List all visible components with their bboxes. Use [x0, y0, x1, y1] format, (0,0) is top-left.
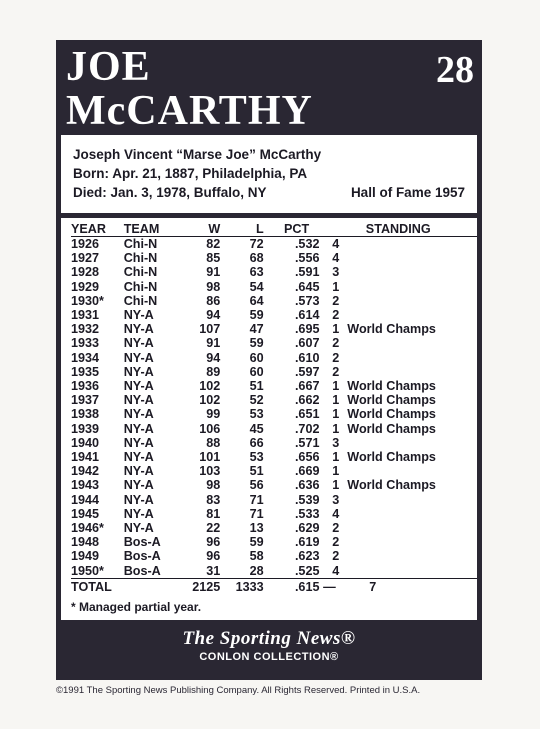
cell-team: NY-A: [123, 308, 154, 323]
cell-note: World Champs: [347, 421, 436, 436]
footnote: * Managed partial year.: [71, 600, 202, 614]
cell-standing: 3: [332, 265, 340, 280]
cell-note: World Champs: [347, 393, 436, 408]
cell-year: 1926: [71, 237, 100, 251]
cell-team: NY-A: [123, 322, 154, 337]
header-pct: PCT: [264, 221, 320, 237]
cell-year: 1945: [71, 506, 100, 521]
cell-pct: .623: [294, 549, 320, 564]
cell-note: [339, 308, 477, 322]
cell-note: [339, 549, 477, 563]
cell-pct: .636: [294, 478, 320, 493]
cell-year: 1937: [71, 393, 100, 408]
cell-losses: 59: [249, 308, 264, 323]
cell-year: 1948: [71, 535, 100, 550]
table-row: [71, 322, 477, 336]
table-row: [71, 450, 477, 464]
cell-wins: 96: [206, 549, 221, 564]
cell-year: 1940: [71, 435, 100, 450]
player-first-name: JOE: [66, 44, 151, 90]
cell-wins: 101: [199, 450, 221, 465]
cell-wins: 82: [206, 237, 221, 251]
cell-standing: 3: [332, 492, 340, 507]
table-row: [71, 436, 477, 450]
table-row: [71, 422, 477, 436]
card-number: 28: [436, 49, 474, 91]
header-team: TEAM: [124, 221, 180, 237]
cell-wins: 86: [206, 293, 221, 308]
table-row: [71, 336, 477, 350]
header-wins: W: [180, 221, 220, 237]
cell-pct: .702: [294, 421, 320, 436]
cell-standing: 1: [332, 478, 340, 493]
cell-year: 1934: [71, 350, 100, 365]
stats-panel: [61, 218, 477, 620]
table-row: [71, 265, 477, 279]
table-row: [71, 294, 477, 308]
cell-wins: 83: [206, 492, 221, 507]
cell-year: 1930*: [71, 293, 104, 308]
table-row: [71, 308, 477, 322]
cell-losses: 13: [249, 521, 264, 536]
table-row: [71, 280, 477, 294]
cell-team: Chi-N: [123, 265, 158, 280]
table-row: [71, 365, 477, 379]
cell-year: 1927: [71, 251, 100, 266]
cell-note: [339, 436, 477, 450]
cell-pct: .591: [294, 265, 320, 280]
cell-losses: 45: [249, 421, 264, 436]
cell-standing: 4: [332, 563, 340, 578]
cell-standing: 1: [332, 421, 340, 436]
cell-team: Chi-N: [123, 279, 158, 294]
cell-team: Bos-A: [123, 535, 161, 550]
stats-body: [71, 237, 477, 595]
cell-note: [339, 351, 477, 365]
cell-pct: .610: [294, 350, 320, 365]
cell-year: 1941: [71, 450, 100, 465]
table-row: [71, 535, 477, 549]
cell-team: NY-A: [123, 464, 154, 479]
cell-wins: 94: [206, 308, 221, 323]
player-last-name: McCARTHY: [66, 88, 313, 134]
cell-standing: 2: [332, 293, 340, 308]
cell-note: [339, 535, 477, 549]
cell-losses: 72: [249, 237, 264, 251]
cell-standing: 1: [332, 393, 340, 408]
cell-pct: .571: [294, 435, 320, 450]
bio-panel: [61, 135, 477, 213]
cell-standing: 3: [332, 435, 340, 450]
cell-wins: 98: [206, 279, 221, 294]
cell-team: Chi-N: [123, 293, 158, 308]
cell-year: 1936: [71, 379, 100, 394]
cell-wins: 98: [206, 478, 221, 493]
cell-pct: .614: [294, 308, 320, 323]
cell-losses: 51: [249, 379, 264, 394]
cell-team: NY-A: [123, 336, 154, 351]
cell-losses: 71: [249, 492, 264, 507]
cell-standing: 4: [332, 251, 340, 266]
header-losses: L: [220, 221, 263, 237]
cell-note: World Champs: [347, 407, 436, 422]
cell-note: [339, 251, 477, 265]
cell-wins: 102: [199, 393, 221, 408]
cell-team: NY-A: [123, 506, 154, 521]
cell-pct: .556: [294, 251, 320, 266]
cell-losses: 71: [249, 506, 264, 521]
cell-pct: .525: [294, 563, 320, 578]
cell-team: NY-A: [123, 407, 154, 422]
cell-wins: 96: [206, 535, 221, 550]
total-wins: 2125: [180, 578, 220, 595]
cell-year: 1931: [71, 308, 100, 323]
cell-note: [339, 294, 477, 308]
table-row: [71, 493, 477, 507]
cell-year: 1949: [71, 549, 100, 564]
cell-pct: .669: [294, 464, 320, 479]
cell-pct: .629: [294, 521, 320, 536]
total-losses: 1333: [220, 578, 263, 595]
cell-team: Bos-A: [123, 549, 161, 564]
cell-wins: 31: [206, 563, 221, 578]
table-row: [71, 478, 477, 492]
total-pct: .615: [264, 578, 320, 595]
cell-losses: 59: [249, 336, 264, 351]
cell-pct: .619: [294, 535, 320, 550]
table-row: [71, 379, 477, 393]
cell-team: Chi-N: [123, 251, 158, 266]
cell-wins: 102: [199, 379, 221, 394]
cell-wins: 103: [199, 464, 221, 479]
cell-losses: 53: [249, 450, 264, 465]
cell-losses: 63: [249, 265, 264, 280]
cell-losses: 64: [249, 293, 264, 308]
cell-note: [339, 365, 477, 379]
brand-block: [56, 628, 482, 663]
brand-title: The Sporting News®: [182, 628, 356, 649]
cell-team: NY-A: [123, 450, 154, 465]
player-name: [66, 46, 313, 132]
stats-table: [71, 221, 477, 595]
cell-wins: 106: [199, 421, 221, 436]
cell-note: [339, 507, 477, 521]
cell-year: 1943: [71, 478, 100, 493]
cell-wins: 94: [206, 350, 221, 365]
cell-standing: 2: [332, 535, 340, 550]
bio-hall-of-fame: Hall of Fame 1957: [350, 185, 465, 200]
total-dash: —: [319, 578, 339, 595]
cell-pct: .695: [294, 322, 320, 337]
cell-standing: 1: [332, 379, 340, 394]
cell-team: NY-A: [123, 492, 154, 507]
cell-year: 1942: [71, 464, 100, 479]
cell-team: NY-A: [123, 364, 154, 379]
cell-pct: .539: [294, 492, 320, 507]
stats-header-row: [71, 221, 477, 237]
cell-losses: 53: [249, 407, 264, 422]
cell-pct: .607: [294, 336, 320, 351]
cell-losses: 60: [249, 364, 264, 379]
cell-standing: 1: [332, 407, 340, 422]
table-row: [71, 393, 477, 407]
cell-standing: 2: [332, 308, 340, 323]
cell-wins: 22: [206, 521, 221, 536]
cell-year: 1935: [71, 364, 100, 379]
cell-losses: 66: [249, 435, 264, 450]
cell-wins: 91: [206, 336, 221, 351]
cell-team: NY-A: [123, 393, 154, 408]
table-row: [71, 237, 477, 252]
brand-subtitle: CONLON COLLECTION®: [199, 651, 339, 663]
table-row: [71, 564, 477, 579]
copyright-text: ©1991 The Sporting News Publishing Company. All Rights Reserved. Printed in U.S.A.: [56, 685, 421, 696]
cell-note: [339, 521, 477, 535]
cell-note: World Champs: [347, 379, 436, 394]
cell-standing: 4: [332, 506, 340, 521]
cell-note: [339, 237, 477, 252]
cell-note: [339, 265, 477, 279]
cell-wins: 99: [206, 407, 221, 422]
cell-losses: 58: [249, 549, 264, 564]
total-row: [71, 578, 477, 595]
cell-pct: .532: [294, 237, 320, 251]
cell-year: 1928: [71, 265, 100, 280]
cell-note: [339, 564, 477, 579]
cell-standing: 1: [332, 279, 340, 294]
cell-wins: 89: [206, 364, 221, 379]
cell-team: NY-A: [123, 521, 154, 536]
cell-note: World Champs: [347, 450, 436, 465]
cell-team: Chi-N: [123, 237, 158, 251]
total-label: TOTAL: [71, 578, 180, 595]
table-row: [71, 351, 477, 365]
cell-pct: .533: [294, 506, 320, 521]
table-row: [71, 549, 477, 563]
cell-year: 1933: [71, 336, 100, 351]
table-row: [71, 507, 477, 521]
cell-losses: 54: [249, 279, 264, 294]
cell-losses: 68: [249, 251, 264, 266]
cell-losses: 59: [249, 535, 264, 550]
cell-year: 1950*: [71, 563, 104, 578]
cell-year: 1932: [71, 322, 100, 337]
cell-year: 1929: [71, 279, 100, 294]
cell-standing: 2: [332, 336, 340, 351]
cell-pct: .651: [294, 407, 320, 422]
bio-died: Died: Jan. 3, 1978, Buffalo, NY: [73, 185, 267, 200]
cell-standing: 2: [332, 549, 340, 564]
cell-team: NY-A: [123, 478, 154, 493]
cell-wins: 107: [199, 322, 221, 337]
cell-standing: 2: [332, 521, 340, 536]
cell-pct: .662: [294, 393, 320, 408]
cell-pct: .597: [294, 364, 320, 379]
cell-losses: 28: [249, 563, 264, 578]
cell-note: World Champs: [347, 478, 436, 493]
cell-wins: 88: [206, 435, 221, 450]
cell-wins: 85: [206, 251, 221, 266]
cell-pct: .573: [294, 293, 320, 308]
cell-wins: 91: [206, 265, 221, 280]
cell-pct: .656: [294, 450, 320, 465]
cell-year: 1944: [71, 492, 100, 507]
table-row: [71, 251, 477, 265]
header-year: YEAR: [71, 221, 124, 237]
total-titles: 7: [339, 578, 477, 595]
cell-pct: .667: [294, 379, 320, 394]
cell-wins: 81: [206, 506, 221, 521]
cell-standing: 4: [332, 237, 340, 251]
cell-year: 1946*: [71, 521, 104, 536]
cell-pct: .645: [294, 279, 320, 294]
cell-note: [339, 493, 477, 507]
table-row: [71, 464, 477, 478]
cell-team: NY-A: [123, 421, 154, 436]
header-standing: STANDING: [319, 221, 477, 237]
cell-losses: 52: [249, 393, 264, 408]
cell-year: 1939: [71, 421, 100, 436]
bio-born: Born: Apr. 21, 1887, Philadelphia, PA: [73, 166, 308, 181]
cell-standing: 1: [332, 464, 340, 479]
cell-losses: 51: [249, 464, 264, 479]
table-row: [71, 407, 477, 421]
cell-team: NY-A: [123, 350, 154, 365]
cell-year: 1938: [71, 407, 100, 422]
cell-standing: 2: [332, 364, 340, 379]
cell-note: [339, 464, 477, 478]
cell-team: Bos-A: [123, 563, 161, 578]
cell-team: NY-A: [123, 435, 154, 450]
cell-standing: 1: [332, 322, 340, 337]
cell-note: World Champs: [347, 322, 436, 337]
cell-losses: 60: [249, 350, 264, 365]
cell-losses: 56: [249, 478, 264, 493]
cell-note: [339, 280, 477, 294]
cell-losses: 47: [249, 322, 264, 337]
cell-standing: 1: [332, 450, 340, 465]
cell-standing: 2: [332, 350, 340, 365]
cell-note: [339, 336, 477, 350]
table-row: [71, 521, 477, 535]
cell-team: NY-A: [123, 379, 154, 394]
bio-full-name: Joseph Vincent “Marse Joe” McCarthy: [73, 147, 322, 162]
